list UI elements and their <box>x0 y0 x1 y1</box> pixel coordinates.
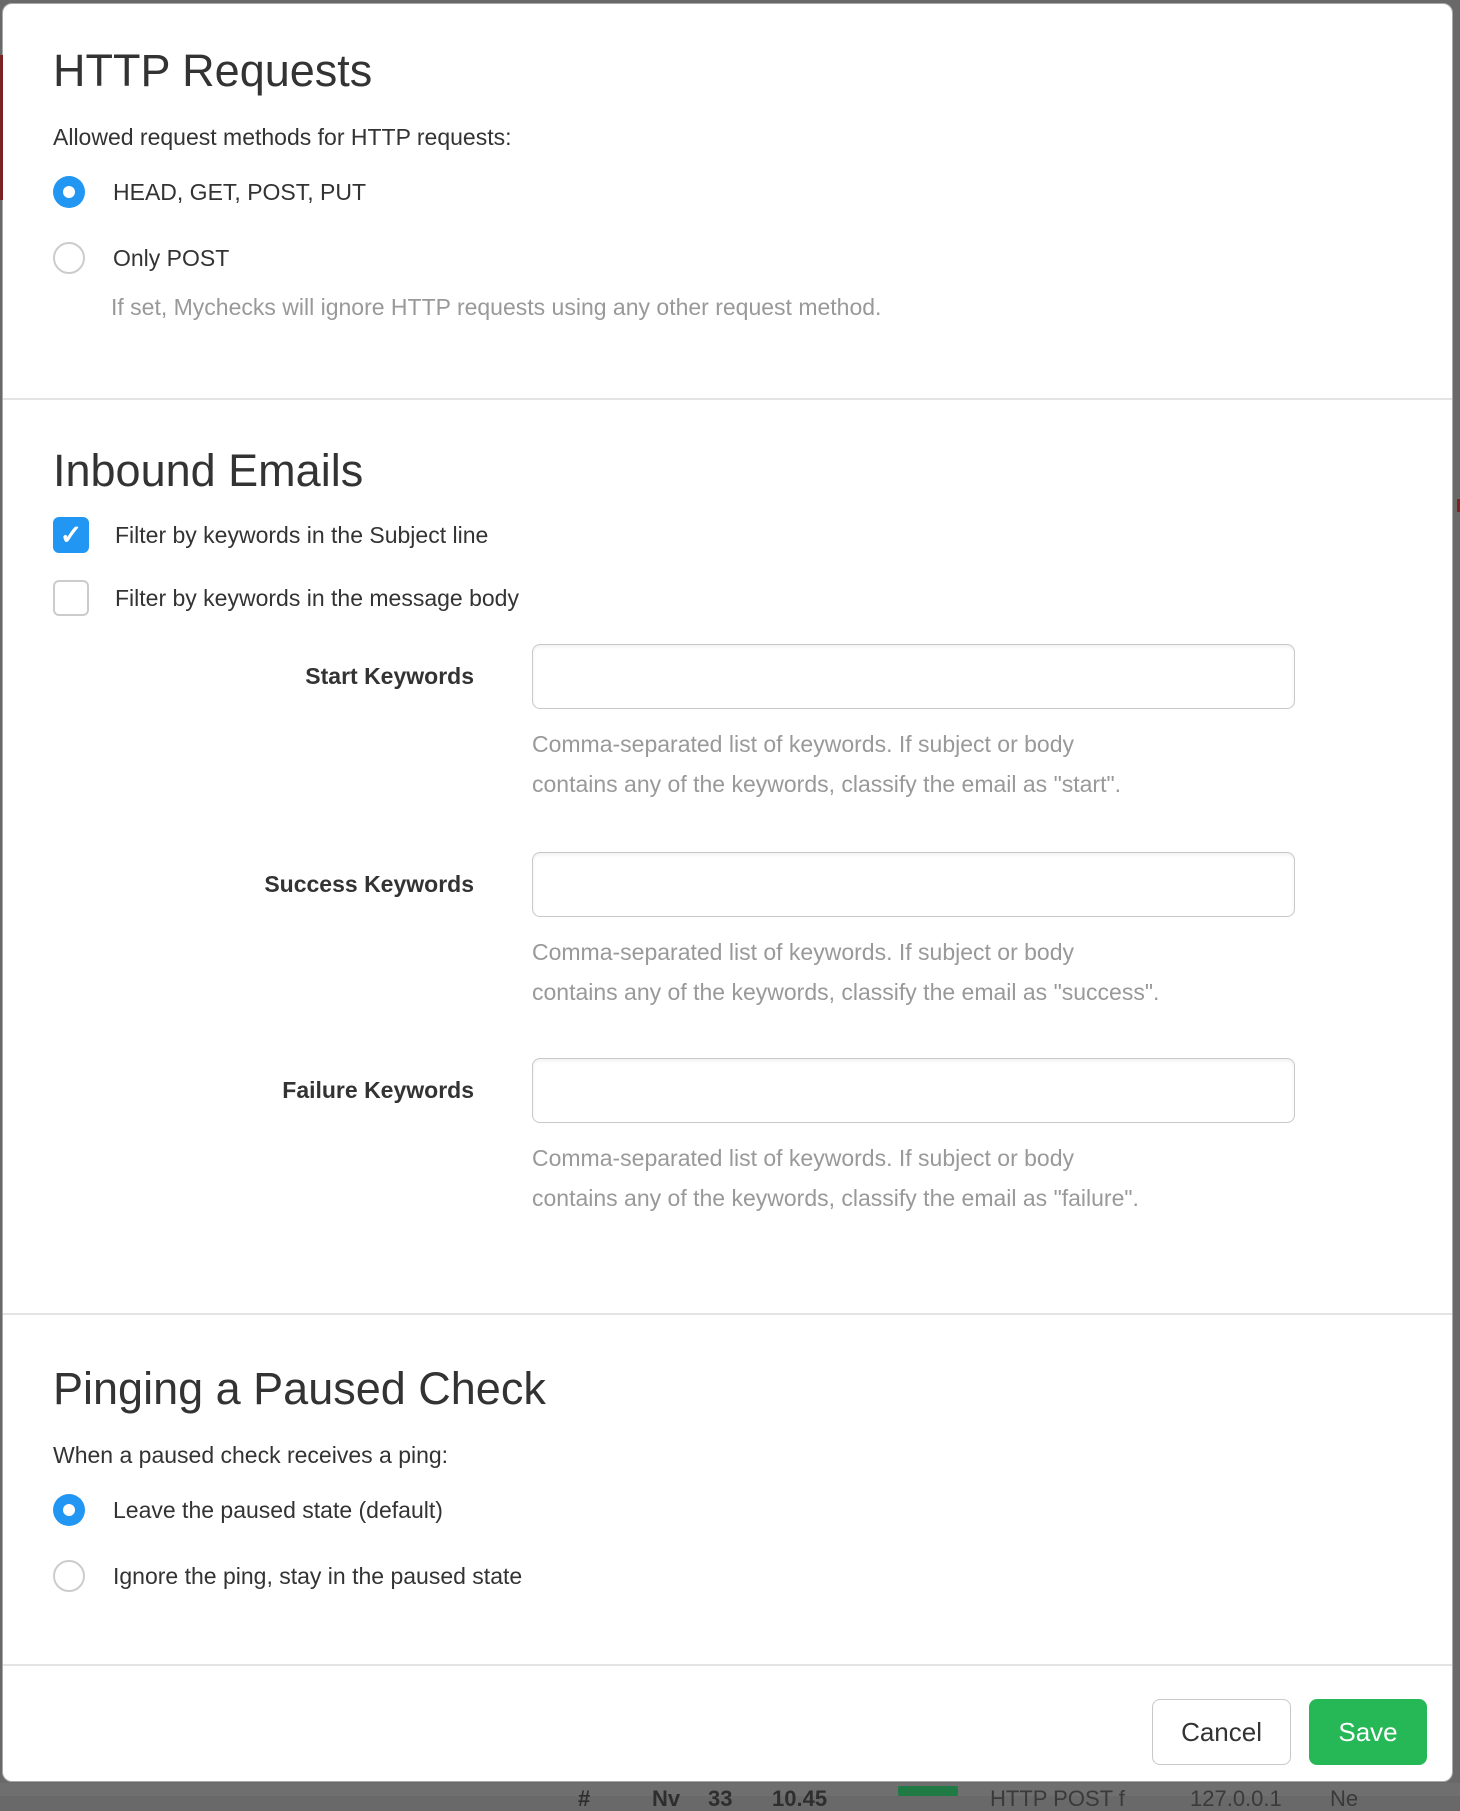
radio-row-leave-paused <box>53 1494 1396 1526</box>
failure-keywords-label: Failure Keywords <box>282 1077 474 1103</box>
checkbox-filter-body[interactable] <box>53 580 89 616</box>
cancel-button[interactable]: Cancel <box>1152 1699 1291 1765</box>
radio-row-all-methods <box>53 176 1396 208</box>
checkbox-row-subject <box>53 517 1396 553</box>
checkbox-filter-body-label: Filter by keywords in the message body <box>115 585 519 611</box>
http-methods-help: If set, Mychecks will ignore HTTP requests using any other request method. <box>111 294 882 320</box>
section-pinging-paused <box>3 1313 1452 1664</box>
radio-ignore-ping-label: Ignore the ping, stay in the paused state <box>113 1563 523 1589</box>
checkbox-filter-subject-label: Filter by keywords in the Subject line <box>115 522 489 548</box>
checkbox-filter-subject[interactable] <box>53 517 89 553</box>
section-http-requests <box>3 4 1452 398</box>
start-keywords-input[interactable] <box>532 644 1295 709</box>
start-keywords-label: Start Keywords <box>305 663 474 689</box>
pinging-subtitle: When a paused check receives a ping: <box>53 1442 449 1468</box>
radio-only-post[interactable] <box>53 242 85 274</box>
background-text-fragment: Ne <box>1330 1786 1359 1811</box>
section-title-pinging-paused: Pinging a Paused Check <box>53 1363 546 1414</box>
failure-keywords-help <box>532 1138 1295 1218</box>
start-keywords-input-col <box>532 644 1295 804</box>
background-text-fragment: Nv <box>652 1786 681 1811</box>
radio-leave-paused-label: Leave the paused state (default) <box>113 1497 443 1523</box>
success-keywords-help-line1: Comma-separated list of keywords. If subject or body <box>532 939 1075 965</box>
success-keywords-input[interactable] <box>532 852 1295 917</box>
background-text-fragment: 10.45 <box>772 1786 828 1811</box>
failure-keywords-input-col <box>532 1058 1295 1218</box>
success-keywords-help-line2: contains any of the keywords, classify the email as "success". <box>532 979 1160 1005</box>
section-inbound-emails <box>3 398 1452 1313</box>
start-keywords-help <box>532 724 1295 804</box>
success-keywords-input-col <box>532 852 1295 1012</box>
checkmark-icon: ✓ <box>59 519 83 550</box>
success-keywords-help <box>532 932 1295 1012</box>
section-title-inbound-emails: Inbound Emails <box>53 445 364 496</box>
radio-all-methods-label: HEAD, GET, POST, PUT <box>113 179 367 205</box>
save-button[interactable]: Save <box>1309 1699 1427 1765</box>
form-row-failure-keywords <box>53 1058 1396 1218</box>
radio-row-only-post <box>53 242 1396 274</box>
radio-only-post-label: Only POST <box>113 245 230 271</box>
failure-keywords-input[interactable] <box>532 1058 1295 1123</box>
background-text-fragment: # <box>578 1786 591 1811</box>
start-keywords-help-line2: contains any of the keywords, classify the email as "start". <box>532 771 1122 797</box>
section-title-http-requests: HTTP Requests <box>53 45 373 96</box>
start-keywords-help-line1: Comma-separated list of keywords. If subject or body <box>532 731 1075 757</box>
background-badge-fragment <box>898 1786 958 1796</box>
background-table-row-sliver <box>0 1783 1460 1811</box>
success-keywords-label: Success Keywords <box>264 871 474 897</box>
modal-footer <box>3 1664 1452 1765</box>
radio-leave-paused[interactable] <box>53 1494 85 1526</box>
settings-modal <box>2 3 1453 1782</box>
failure-keywords-help-line2: contains any of the keywords, classify the email as "failure". <box>532 1185 1139 1211</box>
failure-keywords-help-line1: Comma-separated list of keywords. If subject or body <box>532 1145 1075 1171</box>
form-row-success-keywords <box>53 852 1396 1012</box>
radio-row-ignore-ping <box>53 1560 1396 1592</box>
form-row-start-keywords <box>53 644 1396 804</box>
background-text-fragment: 33 <box>708 1786 733 1811</box>
background-text-fragment: 127.0.0.1 <box>1190 1786 1282 1811</box>
radio-all-methods[interactable] <box>53 176 85 208</box>
background-text-fragment: HTTP POST f <box>990 1786 1125 1811</box>
http-methods-subtitle: Allowed request methods for HTTP requests: <box>53 124 512 150</box>
background-page-fragment <box>0 55 3 200</box>
radio-ignore-ping[interactable] <box>53 1560 85 1592</box>
checkbox-row-body <box>53 580 1396 616</box>
